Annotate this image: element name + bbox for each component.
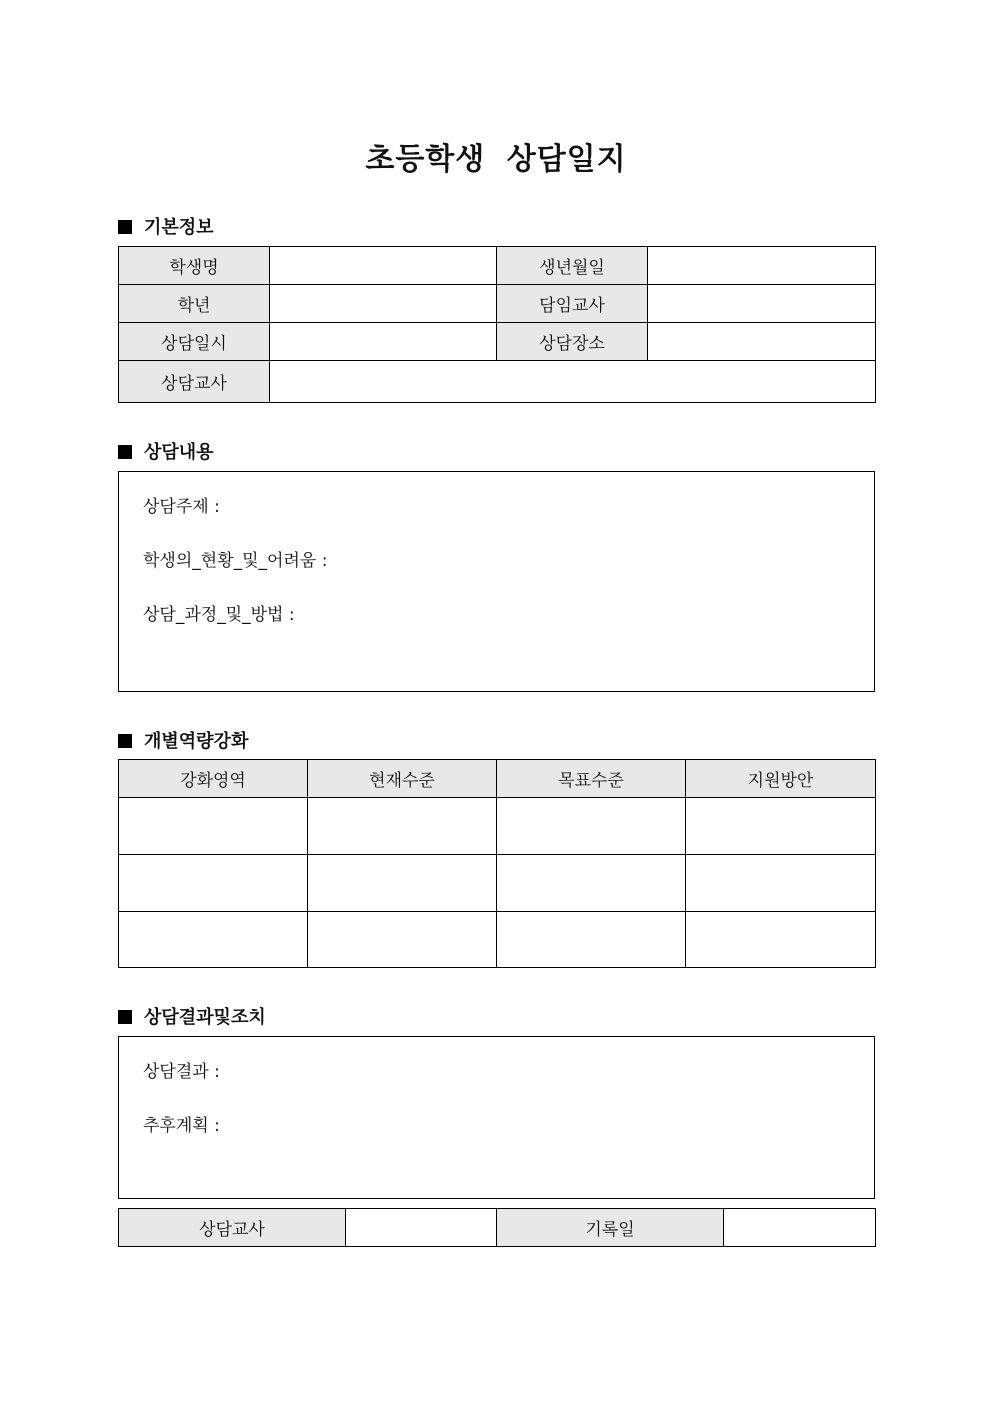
birth-date-field[interactable]	[648, 247, 876, 285]
table-row	[119, 855, 876, 912]
competency-cell[interactable]	[497, 798, 686, 855]
student-name-label: 학생명	[119, 247, 270, 285]
counsel-place-field[interactable]	[648, 323, 876, 361]
basic-info-table	[118, 246, 876, 403]
section-basic-info	[118, 213, 214, 239]
counsel-datetime-label: 상담일시	[119, 323, 270, 361]
table-row	[119, 798, 876, 855]
result-label: 상담결과 :	[143, 1062, 220, 1082]
competency-header-target: 목표수준	[497, 760, 686, 798]
competency-cell[interactable]	[686, 912, 876, 968]
competency-header-support: 지원방안	[686, 760, 876, 798]
record-date-field[interactable]	[724, 1209, 876, 1247]
counsel-teacher-label: 상담교사	[119, 361, 270, 403]
table-row	[119, 912, 876, 968]
footer-table	[118, 1208, 876, 1247]
competency-cell[interactable]	[686, 855, 876, 912]
topic-label: 상담주제 :	[143, 497, 220, 517]
birth-date-label: 생년월일	[497, 247, 648, 285]
competency-table	[118, 759, 876, 968]
square-bullet-icon	[118, 445, 132, 459]
process-label: 상담_과정_및_방법 :	[143, 605, 295, 625]
section-result	[118, 1003, 266, 1029]
section-content-label: 상담내용	[144, 442, 214, 463]
square-bullet-icon	[118, 734, 132, 748]
counsel-place-label: 상담장소	[497, 323, 648, 361]
status-label: 학생의_현황_및_어려움 :	[143, 551, 328, 571]
footer-teacher-label: 상담교사	[119, 1209, 346, 1247]
competency-cell[interactable]	[497, 855, 686, 912]
competency-cell[interactable]	[119, 798, 308, 855]
competency-cell[interactable]	[308, 912, 497, 968]
competency-cell[interactable]	[497, 912, 686, 968]
section-basic-info-label: 기본정보	[144, 217, 214, 238]
square-bullet-icon	[118, 220, 132, 234]
competency-cell[interactable]	[119, 855, 308, 912]
section-competency	[118, 727, 248, 753]
content-box[interactable]	[118, 471, 875, 692]
result-box[interactable]	[118, 1036, 875, 1199]
section-content	[118, 438, 214, 464]
homeroom-teacher-label: 담임교사	[497, 285, 648, 323]
page-title: 초등학생 상담일지	[365, 142, 627, 177]
footer-teacher-field[interactable]	[346, 1209, 497, 1247]
square-bullet-icon	[118, 1010, 132, 1024]
counsel-teacher-field[interactable]	[270, 361, 876, 403]
counsel-datetime-field[interactable]	[270, 323, 497, 361]
competency-cell[interactable]	[308, 798, 497, 855]
grade-field[interactable]	[270, 285, 497, 323]
competency-cell[interactable]	[119, 912, 308, 968]
competency-cell[interactable]	[308, 855, 497, 912]
homeroom-teacher-field[interactable]	[648, 285, 876, 323]
competency-header-current: 현재수준	[308, 760, 497, 798]
student-name-field[interactable]	[270, 247, 497, 285]
competency-header-area: 강화영역	[119, 760, 308, 798]
record-date-label: 기록일	[497, 1209, 724, 1247]
competency-cell[interactable]	[686, 798, 876, 855]
section-result-label: 상담결과및조치	[144, 1007, 266, 1028]
section-competency-label: 개별역량강화	[144, 731, 249, 752]
plan-label: 추후계획 :	[143, 1116, 220, 1136]
grade-label: 학년	[119, 285, 270, 323]
